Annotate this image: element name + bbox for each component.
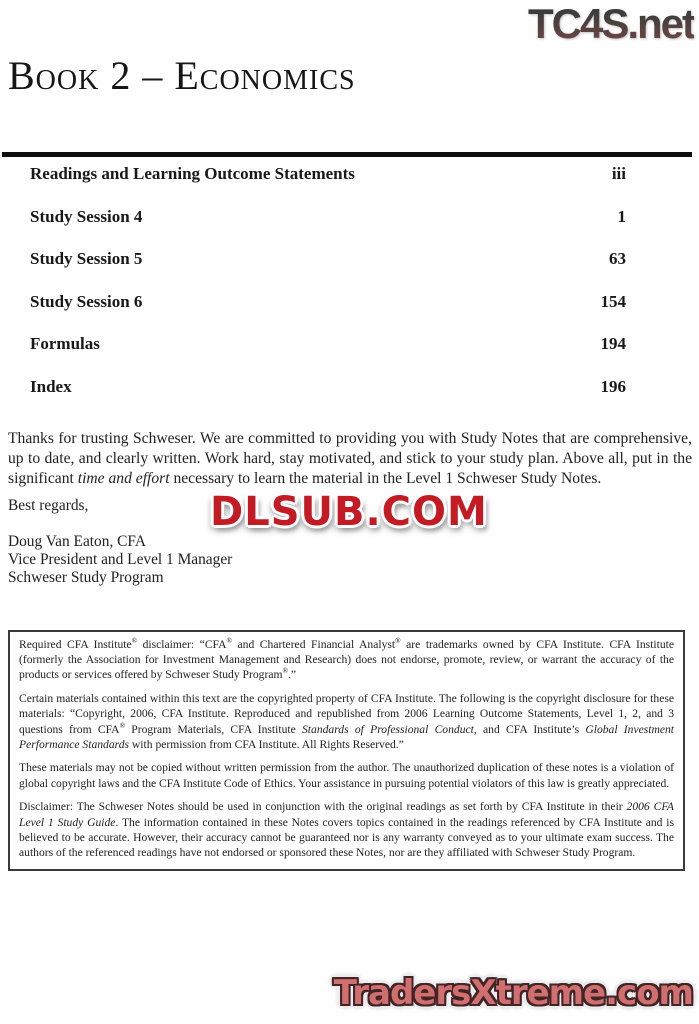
table-of-contents [30,164,626,419]
toc-entry-label: Study Session 6 [30,291,143,311]
toc-top-rule [2,152,692,157]
disclaimer-paragraph-3: These materials may not be copied without written permission from the author. The unauthorized duplication of these notes is a violation of global copyright laws and the CFA Institute Code of Ethics. Your assistance in pursuing potential violators of this law is greatly appreciated. [19,761,674,790]
toc-entry-label: Formulas [30,334,100,353]
letter-closing: Best regards, [8,497,89,514]
dlsub-watermark-logo: DLSUB.COM [210,489,488,535]
toc-entry-label: Study Session 5 [30,249,143,268]
toc-row [30,377,626,397]
signature-title: Vice President and Level 1 Manager [8,551,233,568]
letter-paragraph: Thanks for trusting Schweser. We are committed to providing you with Study Notes that are comprehensive, up to date, and clearly written. Work hard, stay motivated, and stick to your study plan. Above all, put in the significant time and effort necessary to learn the material in the Level 1 Schweser Study Notes. [8,430,692,487]
toc-entry-page: iii [611,164,626,183]
toc-entry-page: 1 [617,206,626,226]
toc-entry-label: Study Session 4 [30,206,143,226]
tradersxtreme-watermark-logo: TradersXtreme.com [333,973,693,1013]
toc-entry-label: Index [30,376,72,396]
disclaimer-paragraph-1: Required CFA Institute® disclaimer: “CFA® and Chartered Financial Analyst® are trademarks owned by CFA Institute. CFA Institute (formerly the Association for Investment Management and Research) does not endorse, promote, review, or warrant the accuracy of the products or services offered by Schweser Study Program®.” [19,637,675,682]
toc-row [30,249,626,269]
toc-entry-label: Readings and Learning Outcome Statements [30,164,355,183]
signature-name: Doug Van Eaton, CFA [8,533,146,550]
toc-row [30,207,626,227]
disclaimer-paragraph-4: Disclaimer: The Schweser Notes should be used in conjunction with the original readings as set forth by CFA Institute in their 2006 CFA Level 1 Study Guide. The information contained in these Notes covers topics contained in the readings referenced by CFA Institute and is believed to be accurate. However, their accuracy cannot be guaranteed nor is any warranty conveyed as to your ultimate exam success. The authors of the referenced readings have not endorsed or sponsored these Notes, nor are they affiliated with Schweser Study Program. [19,800,674,859]
signature-block [8,533,232,587]
page-title: Book 2 – Economics [8,53,356,98]
disclaimer-paragraph-2: Certain materials contained within this text are the copyrighted property of CFA Institute. The following is the copyright disclosure for these materials: “Copyright, 2006, CFA Institute. Reproduced and republished from 2006 Learning Outcome Statements, Level 1, 2, and 3 questions from CFA® Program Materials, CFA Institute Standards of Professional Conduct, and CFA Institute’s Global Investment Performance Standards with permission from CFA Institute. All Rights Reserved.” [19,692,675,751]
toc-row [30,164,626,184]
toc-entry-page: 196 [600,376,626,396]
signature-org: Schweser Study Program [8,569,164,586]
toc-entry-page: 63 [609,249,626,268]
toc-row [30,292,626,312]
tc4s-watermark-logo: TC4S.net [527,0,694,47]
disclaimer-box [8,630,685,871]
toc-entry-page: 194 [600,334,626,353]
toc-row [30,334,626,354]
toc-entry-page: 154 [600,291,626,311]
